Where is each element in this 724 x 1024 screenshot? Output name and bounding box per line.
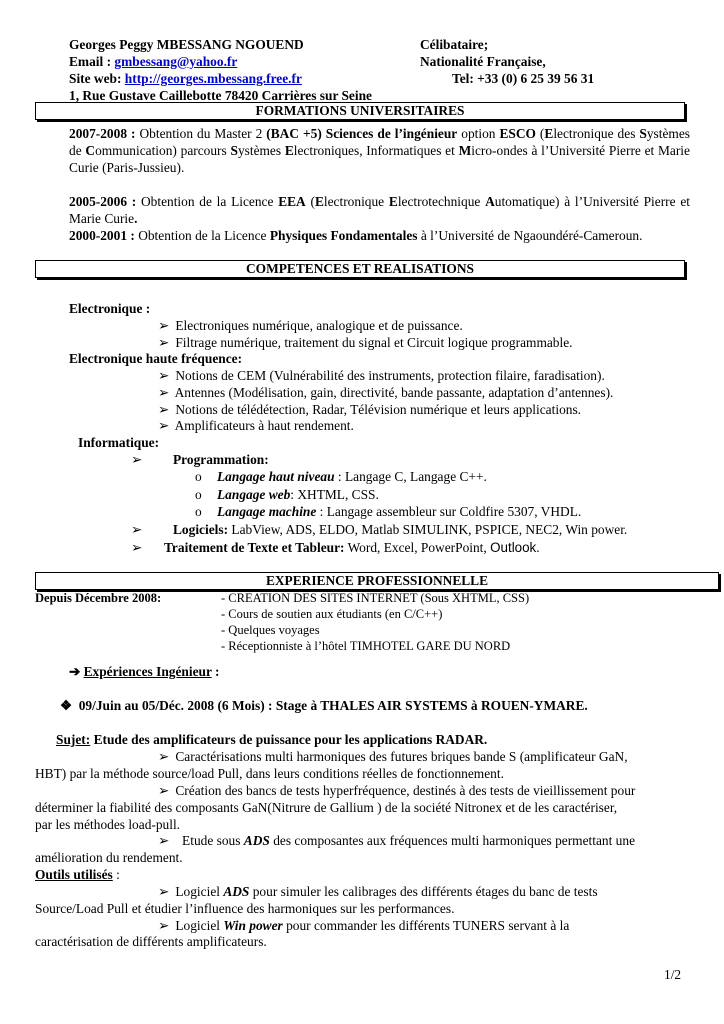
circle-bullet-icon: o [195, 487, 202, 502]
list-item: - Cours de soutien aux étudiants (en C/C++) [221, 607, 443, 621]
email-link[interactable]: gmbessang@yahoo.fr [114, 54, 238, 69]
paragraph-line: Source/Load Pull et étudier l’influence des harmoniques sur les performances. [35, 901, 455, 916]
email-label: Email : [69, 54, 115, 69]
paragraph-line: caractérisation de différents amplificateurs. [35, 934, 267, 949]
website-line [69, 70, 302, 87]
paragraph-line: déterminer la fiabilité des composants GaN(Nitrure de Gallium ) de la société Nitronex et de les caractériser, [35, 800, 618, 815]
address: 1, Rue Gustave Caillebotte 78420 Carrières sur Seine [69, 88, 372, 103]
arrow-bullet-icon: ➢ [158, 335, 170, 350]
paragraph-line: ➢ Caractérisations multi harmoniques des futures briques bande S (amplificateur GaN, [158, 749, 628, 764]
list-item: - CREATION DES SITES INTERNET (Sous XHTML, CSS) [221, 591, 530, 605]
arrow-bullet-icon: ➢ [158, 749, 170, 764]
list-item: ➢ Notions de CEM (Vulnérabilité des instruments, protection filaire, faradisation). [158, 368, 605, 383]
nationality: Nationalité Française, [420, 54, 546, 69]
marital-status: Célibataire; [420, 37, 489, 52]
candidate-name: Georges Peggy MBESSANG NGOUEND [69, 37, 304, 52]
traitement-line: ➢ Traitement de Texte et Tableur: Word, Excel, PowerPoint, Outlook. [131, 540, 540, 555]
outils-title: Outils utilisés : [35, 867, 120, 882]
list-item: ➢ Antennes (Modélisation, gain, directivité, bande passante, adaptation d’antennes). [158, 385, 614, 400]
email-line [69, 53, 237, 70]
arrow-bullet-icon: ➢ [158, 385, 170, 400]
paragraph-line: ➢ Création des bancs de tests hyperfréquence, destinés à des tests de vieillissement pour [158, 783, 636, 798]
list-item: o Langage haut niveau : Langage C, Langage C++. [195, 469, 487, 484]
paragraph-line: ➢ Etude sous ADS des composantes aux fréquences multi harmoniques permettant une [158, 833, 636, 848]
arrow-bullet-icon: ➢ [131, 540, 143, 555]
circle-bullet-icon: o [195, 469, 202, 484]
section-header-experience: EXPERIENCE PROFESSIONNELLE [35, 572, 719, 590]
experience-since: Depuis Décembre 2008: [35, 591, 162, 605]
list-item: ➢ Filtrage numérique, traitement du signal et Circuit logique programmable. [158, 335, 573, 350]
page-number: 1/2 [664, 967, 682, 982]
formation-2000: 2000-2001 : Obtention de la Licence Physiques Fondamentales à l’Université de Ngaoundéré-Cameroun. [69, 228, 643, 243]
arrow-bullet-icon: ➢ [158, 884, 170, 899]
website-link[interactable]: http://georges.mbessang.free.fr [124, 71, 302, 86]
stage-line: ❖ 09/Juin au 05/Déc. 2008 (6 Mois) : Stage à THALES AIR SYSTEMS à ROUEN-YMARE. [60, 698, 588, 713]
logiciels-line: ➢ Logiciels: LabView, ADS, ELDO, Matlab SIMULINK, PSPICE, NEC2, Win power. [131, 522, 628, 537]
paragraph-line: ➢ Logiciel ADS pour simuler les calibrages des différents étages du banc de tests [158, 884, 598, 899]
formation-2005: 2005-2006 : Obtention de la Licence EEA (Electronique Electrotechnique Automatique) à l’Université Pierre et Marie Curie. [69, 194, 690, 226]
arrow-bullet-icon: ➢ [158, 418, 170, 433]
arrow-bullet-icon: ➢ [131, 452, 143, 467]
formation-2007: 2007-2008 : Obtention du Master 2 (BAC +5) Sciences de l’ingénieur option ESCO (Electronique des Systèmes de Communication) parcours Systèmes Electroniques, Informatiques et Micro-ondes à l’Université Pierre et Marie Curie (Paris-Jussieu). [69, 126, 690, 175]
informatique-title: Informatique: [78, 435, 160, 450]
arrow-bullet-icon: ➢ [158, 833, 170, 848]
list-item: ➢ Amplificateurs à haut rendement. [158, 418, 354, 433]
experiences-ingenieur-title: ➔ Expériences Ingénieur : [69, 664, 220, 679]
diamond-bullet-icon: ❖ [60, 698, 73, 713]
section-header-formations: FORMATIONS UNIVERSITAIRES [35, 102, 685, 120]
section-header-competences: COMPETENCES ET REALISATIONS [35, 260, 685, 278]
arrow-bullet-icon: ➢ [158, 318, 170, 333]
list-item: o Langage machine : Langage assembleur sur Coldfire 5307, VHDL. [195, 504, 582, 519]
programmation-title: ➢ Programmation: [131, 452, 269, 467]
circle-bullet-icon: o [195, 504, 202, 519]
list-item: ➢ Electroniques numérique, analogique et de puissance. [158, 318, 463, 333]
list-item: - Quelques voyages [221, 623, 320, 637]
list-item: - Réceptionniste à l’hôtel TIMHOTEL GARE DU NORD [221, 639, 511, 653]
arrow-right-icon: ➔ [69, 664, 81, 679]
paragraph-line: ➢ Logiciel Win power pour commander les différents TUNERS servant à la [158, 918, 570, 933]
arrow-bullet-icon: ➢ [158, 402, 170, 417]
arrow-bullet-icon: ➢ [158, 368, 170, 383]
site-label: Site web: [69, 71, 125, 86]
sujet-line: Sujet: Etude des amplificateurs de puissance pour les applications RADAR. [56, 732, 488, 747]
paragraph-line: par les méthodes load-pull. [35, 817, 181, 832]
electronique-title: Electronique : [69, 301, 151, 316]
paragraph-line: amélioration du rendement. [35, 850, 183, 865]
paragraph-line: HBT) par la méthode source/load Pull, dans leurs conditions réelles de fonctionnement. [35, 766, 504, 781]
arrow-bullet-icon: ➢ [158, 918, 170, 933]
arrow-bullet-icon: ➢ [131, 522, 143, 537]
list-item: ➢ Notions de télédétection, Radar, Télévision numérique et leurs applications. [158, 402, 582, 417]
list-item: o Langage web: XHTML, CSS. [195, 487, 379, 502]
arrow-bullet-icon: ➢ [158, 783, 170, 798]
phone: Tel: +33 (0) 6 25 39 56 31 [452, 71, 595, 86]
hf-title: Electronique haute fréquence: [69, 351, 243, 366]
